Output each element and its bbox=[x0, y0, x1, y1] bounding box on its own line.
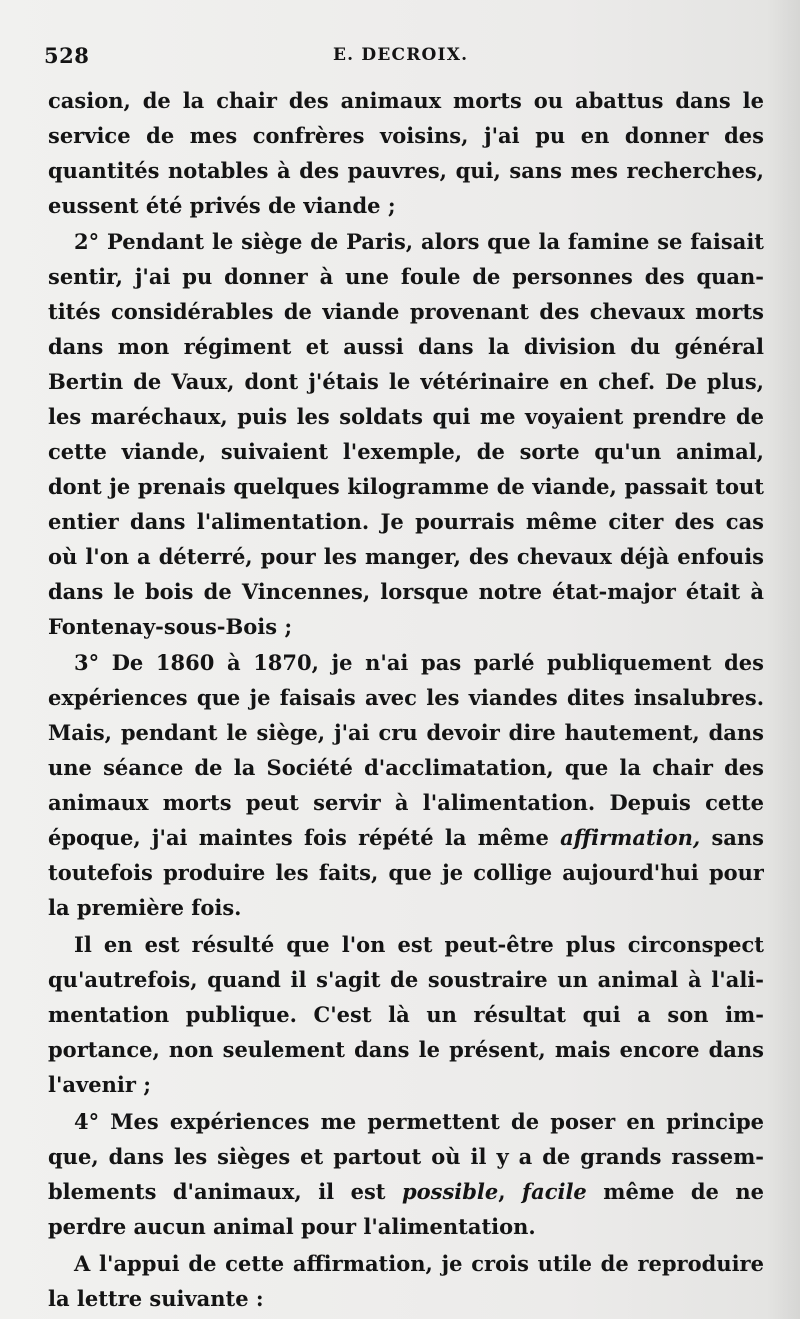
text-line: sentir, j'ai pu donner à une foule de personnes des quan- bbox=[48, 264, 764, 289]
text-line: les maréchaux, puis les soldats qui me voyaient prendre de bbox=[48, 404, 764, 429]
text-segment: même de ne bbox=[603, 1179, 764, 1204]
text-line: l'avenir ; bbox=[48, 1072, 151, 1097]
text-line: la lettre suivante : bbox=[48, 1286, 264, 1311]
text-line-with-emphasis bbox=[48, 1179, 764, 1205]
text-line: 2° Pendant le siège de Paris, alors que la famine se faisait bbox=[74, 229, 764, 254]
text-line: dans le bois de Vincennes, lorsque notre état-major était à bbox=[48, 579, 764, 604]
text-segment: blements d'animaux, il est bbox=[48, 1179, 386, 1204]
text-line: Fontenay-sous-Bois ; bbox=[48, 614, 293, 639]
text-segment: époque, j'ai maintes fois répété la même bbox=[48, 825, 549, 850]
text-segment: sans bbox=[711, 825, 764, 850]
text-line: une séance de la Société d'acclimatation, que la chair des bbox=[48, 755, 764, 780]
running-head: E. DECROIX. bbox=[333, 45, 469, 65]
text-line: qu'autrefois, quand il s'agit de soustraire un animal à l'ali- bbox=[48, 967, 764, 992]
text-line: service de mes confrères voisins, j'ai pu en donner des bbox=[48, 123, 764, 148]
emphasis-word: facile bbox=[522, 1179, 587, 1204]
page-edge-shadow bbox=[766, 0, 800, 1319]
text-line: dont je prenais quelques kilogramme de viande, passait tout bbox=[48, 474, 764, 499]
text-line: quantités notables à des pauvres, qui, sans mes recherches, bbox=[48, 158, 764, 183]
emphasis-word: possible bbox=[401, 1179, 499, 1204]
text-line: toutefois produire les faits, que je collige aujourd'hui pour bbox=[48, 860, 764, 885]
text-line: tités considérables de viande provenant des chevaux morts bbox=[48, 299, 764, 324]
text-line: 3° De 1860 à 1870, je n'ai pas parlé publiquement des bbox=[74, 650, 764, 675]
text-line: A l'appui de cette affirmation, je crois utile de reproduire bbox=[74, 1251, 764, 1276]
text-line: où l'on a déterré, pour les manger, des chevaux déjà enfouis bbox=[48, 544, 764, 569]
text-line: entier dans l'alimentation. Je pourrais même citer des cas bbox=[48, 509, 764, 534]
text-line: expériences que je faisais avec les viandes dites insalubres. bbox=[48, 685, 764, 710]
text-line: Il en est résulté que l'on est peut-être plus circonspect bbox=[74, 932, 764, 957]
text-line: Bertin de Vaux, dont j'étais le vétérinaire en chef. De plus, bbox=[48, 369, 764, 394]
text-line: cette viande, suivaient l'exemple, de sorte qu'un animal, bbox=[48, 439, 764, 464]
text-line: perdre aucun animal pour l'alimentation. bbox=[48, 1214, 536, 1239]
page-header bbox=[44, 43, 764, 71]
text-line: 4° Mes expériences me permettent de poser en principe bbox=[74, 1109, 764, 1134]
text-line: que, dans les sièges et partout où il y a de grands rassem- bbox=[48, 1144, 764, 1169]
text-line: casion, de la chair des animaux morts ou abattus dans le bbox=[48, 88, 764, 113]
text-line: animaux morts peut servir à l'alimentation. Depuis cette bbox=[48, 790, 764, 815]
text-line: Mais, pendant le siège, j'ai cru devoir dire hautement, dans bbox=[48, 720, 764, 745]
text-line: la première fois. bbox=[48, 895, 242, 920]
text-segment: , bbox=[498, 1179, 506, 1204]
emphasis-word: affirmation, bbox=[560, 825, 701, 850]
text-line: eussent été privés de viande ; bbox=[48, 193, 396, 218]
text-line: dans mon régiment et aussi dans la division du général bbox=[48, 334, 764, 359]
text-line-with-emphasis bbox=[48, 825, 764, 851]
text-line: mentation publique. C'est là un résultat qui a son im- bbox=[48, 1002, 764, 1027]
page-number: 528 bbox=[44, 43, 90, 68]
text-line: portance, non seulement dans le présent, mais encore dans bbox=[48, 1037, 764, 1062]
